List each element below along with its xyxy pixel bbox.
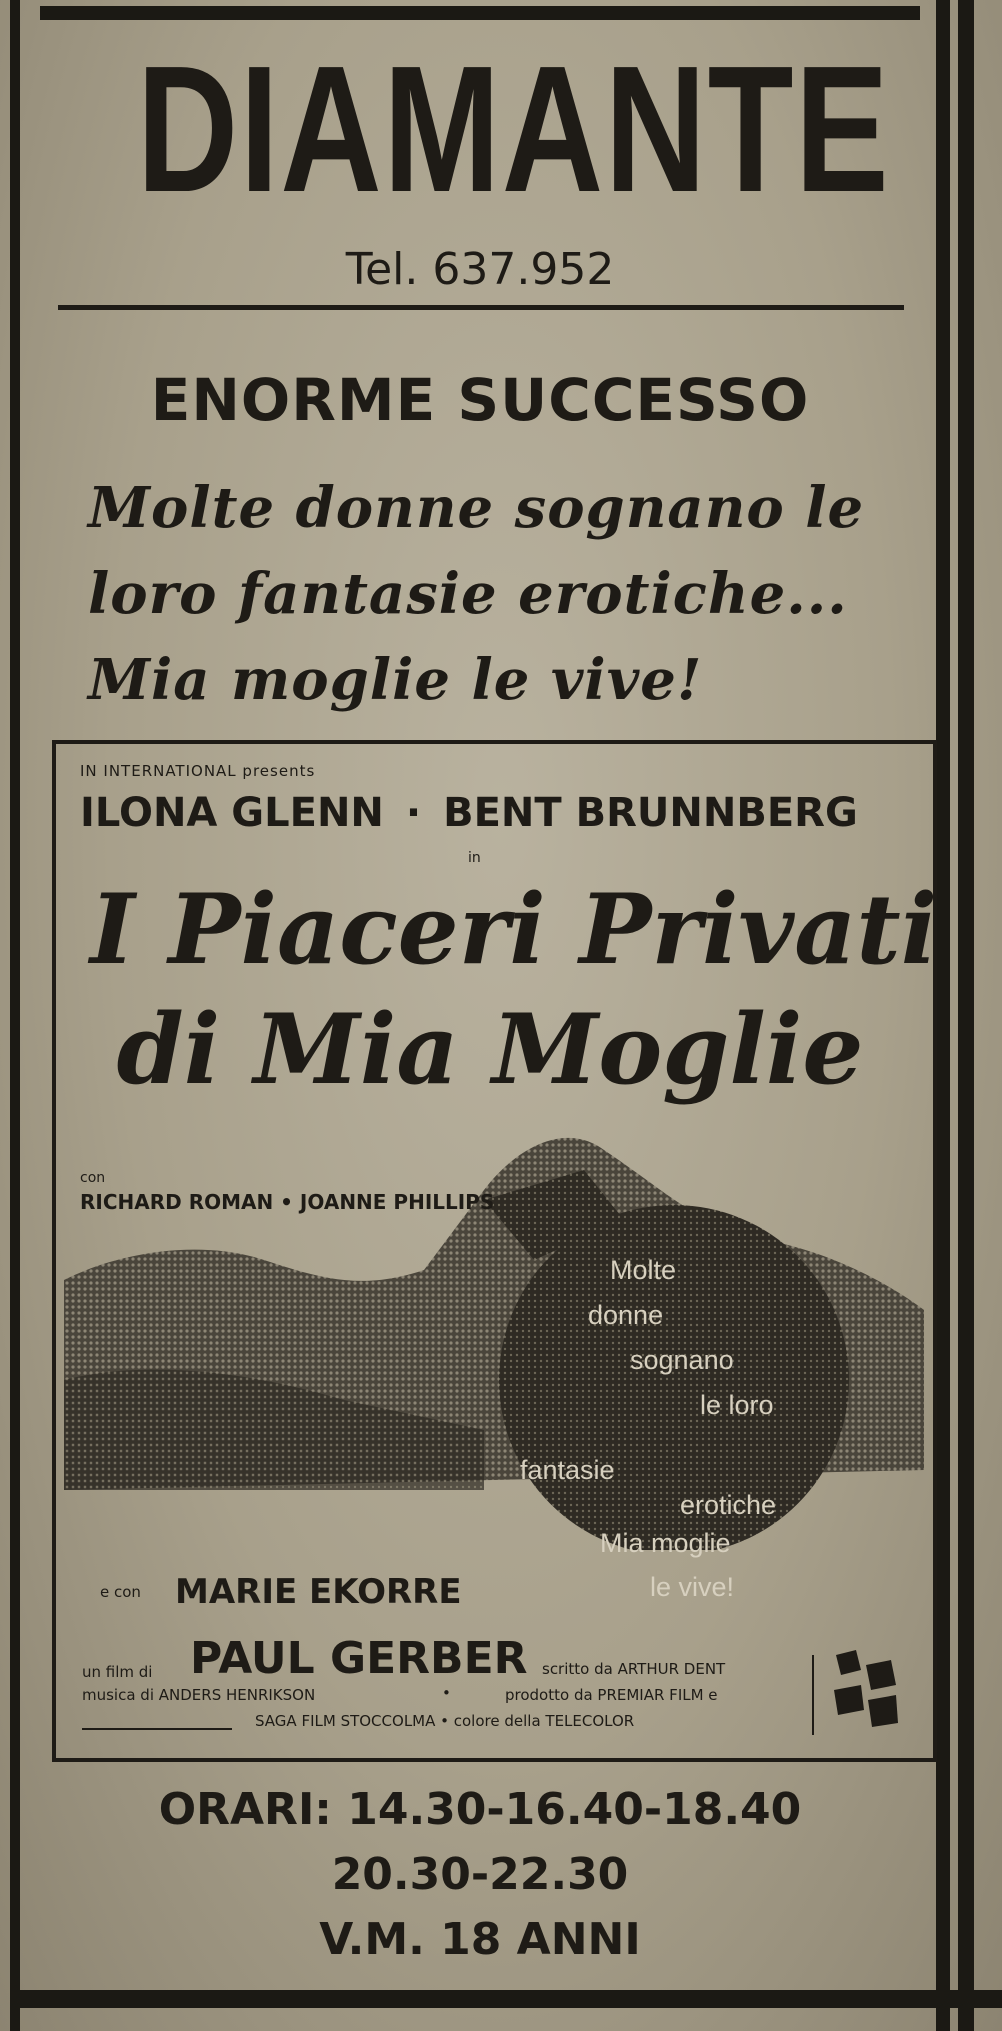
bubble-text-line: sognano	[630, 1345, 734, 1375]
showtimes-line: ORARI: 14.30-16.40-18.40	[158, 1784, 802, 1835]
headline: ENORME SUCCESSO	[150, 366, 810, 434]
cinema-name: DIAMANTE	[136, 29, 891, 230]
producer-credit: prodotto da PREMIAR FILM e	[505, 1686, 718, 1704]
lead-stars	[80, 790, 900, 836]
logo-divider	[812, 1655, 814, 1735]
credit-bullet: •	[442, 1684, 451, 1702]
featured-actress: MARIE EKORRE	[175, 1572, 462, 1612]
tagline-line: Molte donne sognano le	[88, 475, 865, 541]
con-word: con	[80, 1170, 106, 1186]
bubble-text-line: erotiche	[680, 1490, 777, 1520]
co-stars: RICHARD ROMAN • JOANNE PHILLIPS	[80, 1190, 495, 1214]
music-credit: musica di ANDERS HENRIKSON	[82, 1686, 316, 1704]
writer-credit: scritto da ARTHUR DENT	[542, 1660, 726, 1678]
tagline-line: loro fantasie erotiche...	[88, 561, 848, 627]
header-divider	[58, 305, 904, 310]
right-border	[958, 0, 974, 2031]
tagline	[88, 465, 908, 723]
bubble-text-line: donne	[588, 1300, 664, 1330]
bubble-text-line: le vive!	[650, 1572, 735, 1602]
econ-word: e con	[100, 1583, 141, 1601]
star-separator: ·	[405, 790, 422, 836]
age-rating: V.M. 18 ANNI	[319, 1914, 641, 1965]
credit-rule	[82, 1728, 232, 1730]
distribution-credit: SAGA FILM STOCCOLMA • colore della TELECOLOR	[255, 1712, 635, 1730]
cinema-phone: Tel. 637.952	[345, 244, 615, 295]
bubble-text-line: le loro	[700, 1390, 774, 1420]
bubble-text-line: fantasie	[520, 1455, 615, 1485]
bubble-text-line: Molte	[610, 1255, 677, 1285]
showtimes-line: 20.30-22.30	[331, 1849, 629, 1900]
unfilm-word: un film di	[82, 1663, 153, 1681]
tagline-line: Mia moglie le vive!	[88, 647, 703, 713]
director-name: PAUL GERBER	[190, 1633, 528, 1684]
bottom-border	[10, 1990, 1002, 2008]
bubble-text-line: Mia moglie	[600, 1528, 731, 1558]
film-title-line: di Mia Moglie	[116, 993, 864, 1106]
in-word: in	[468, 850, 481, 866]
top-border	[40, 6, 920, 20]
star-name: ILONA GLENN	[80, 790, 384, 836]
star-name: BENT BRUNNBERG	[443, 790, 858, 836]
studio-logo-icon	[826, 1645, 906, 1735]
presents-credit: IN INTERNATIONAL presents	[80, 762, 316, 780]
film-title-line: I Piaceri Privati	[90, 873, 938, 986]
